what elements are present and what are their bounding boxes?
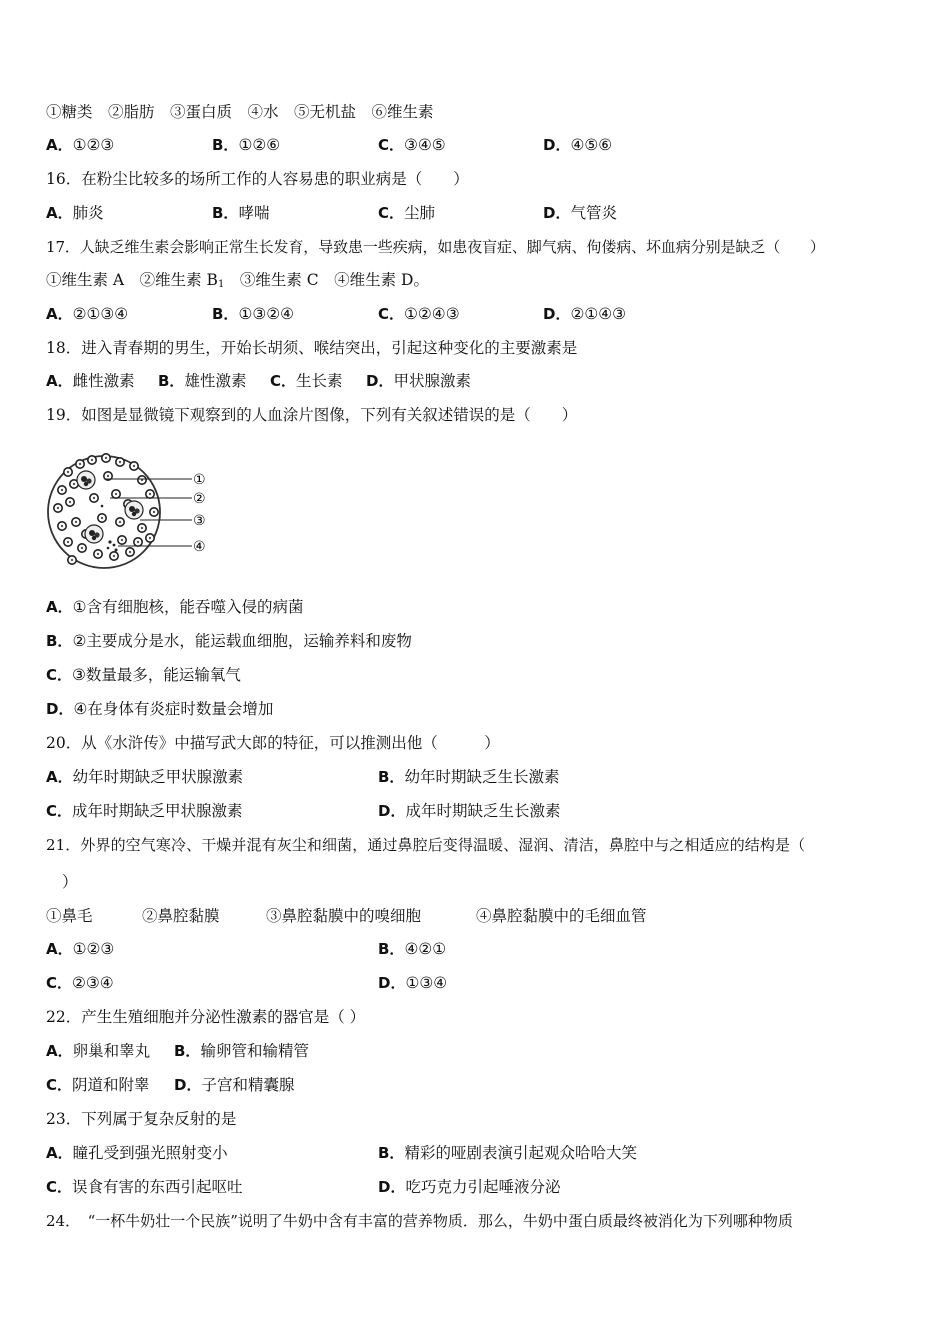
q17-option-c[interactable]: C．①②④③ xyxy=(378,305,460,323)
figure-label-1: ① xyxy=(193,472,206,488)
q21-option-c[interactable]: C．②③④ xyxy=(46,974,114,992)
q21-item-1: ①鼻毛 xyxy=(46,907,93,925)
blood-smear-figure xyxy=(46,442,221,582)
nutrient-list: ①糖类 ②脂肪 ③蛋白质 ④水 ⑤无机盐 ⑥维生素 xyxy=(46,103,434,121)
q19-option-d[interactable]: D．④在身体有炎症时数量会增加 xyxy=(46,700,274,718)
q20-option-a[interactable]: A．幼年时期缺乏甲状腺激素 xyxy=(46,768,244,786)
q24-stem: 24． “一杯牛奶壮一个民族”说明了牛奶中含有丰富的营养物质．那么，牛奶中蛋白质最终被消化为下列哪种物质 xyxy=(46,1212,793,1230)
figure-label-3: ③ xyxy=(193,513,206,529)
q19-stem: 19．如图是显微镜下观察到的人血涂片图像，下列有关叙述错误的是（ ） xyxy=(46,406,578,424)
q21-item-4: ④鼻腔黏膜中的毛细血管 xyxy=(476,907,647,925)
q23-option-c[interactable]: C．误食有害的东西引起呕吐 xyxy=(46,1178,243,1196)
q18-option-c[interactable]: C．生长素 xyxy=(270,372,343,390)
q16-option-a[interactable]: A．肺炎 xyxy=(46,204,104,222)
q15-option-d[interactable]: D．④⑤⑥ xyxy=(543,136,613,154)
q23-option-d[interactable]: D．吃巧克力引起唾液分泌 xyxy=(378,1178,561,1196)
figure-label-4: ④ xyxy=(193,539,206,555)
q19-option-c[interactable]: C．③数量最多，能运输氧气 xyxy=(46,666,241,684)
q16-option-c[interactable]: C．尘肺 xyxy=(378,204,436,222)
q23-stem: 23．下列属于复杂反射的是 xyxy=(46,1110,237,1128)
q18-option-d[interactable]: D．甲状腺激素 xyxy=(366,372,471,390)
q17-option-a[interactable]: A．②①③④ xyxy=(46,305,129,323)
q15-option-c[interactable]: C．③④⑤ xyxy=(378,136,446,154)
q18-option-b[interactable]: B．雄性激素 xyxy=(158,372,247,390)
figure-label-2: ② xyxy=(193,491,206,507)
blood-smear-diagram xyxy=(46,442,221,582)
q22-stem: 22．产生生殖细胞并分泌性激素的器官是（ ） xyxy=(46,1008,366,1026)
q15-option-a[interactable]: A．①②③ xyxy=(46,136,115,154)
q22-option-a[interactable]: A．卵巢和睾丸 xyxy=(46,1042,151,1060)
q16-option-b[interactable]: B．哮喘 xyxy=(212,204,270,222)
q20-stem: 20．从《水浒传》中描写武大郎的特征，可以推测出他（ ） xyxy=(46,734,500,752)
q17-option-b[interactable]: B．①③②④ xyxy=(212,305,295,323)
q23-option-a[interactable]: A．瞳孔受到强光照射变小 xyxy=(46,1144,228,1162)
q18-stem: 18．进入青春期的男生，开始长胡须、喉结突出，引起这种变化的主要激素是 xyxy=(46,339,578,357)
q20-option-b[interactable]: B．幼年时期缺乏生长激素 xyxy=(378,768,560,786)
q21-item-2: ②鼻腔黏膜 xyxy=(142,907,220,925)
q21-item-3: ③鼻腔黏膜中的嗅细胞 xyxy=(266,907,422,925)
q20-option-d[interactable]: D．成年时期缺乏生长激素 xyxy=(378,802,561,820)
q22-option-b[interactable]: B．输卵管和输精管 xyxy=(174,1042,309,1060)
q17-stem: 17．人缺乏维生素会影响正常生长发育，导致患一些疾病，如患夜盲症、脚气病、佝偻病、坏血病分别是缺乏（ ） xyxy=(46,238,825,256)
q21-option-a[interactable]: A．①②③ xyxy=(46,940,115,958)
q21-stem: 21．外界的空气寒冷、干燥并混有灰尘和细菌，通过鼻腔后变得温暖、湿润、清洁，鼻腔中与之相适应的结构是（ xyxy=(46,836,806,854)
q22-option-c[interactable]: C．阴道和附睾 xyxy=(46,1076,150,1094)
q18-option-a[interactable]: A．雌性激素 xyxy=(46,372,135,390)
q19-option-b[interactable]: B．②主要成分是水，能运载血细胞，运输养料和废物 xyxy=(46,632,412,650)
q17-option-d[interactable]: D．②①④③ xyxy=(543,305,627,323)
q19-option-a[interactable]: A．①含有细胞核，能吞噬入侵的病菌 xyxy=(46,598,304,616)
q21-option-d[interactable]: D．①③④ xyxy=(378,974,448,992)
q22-option-d[interactable]: D．子宫和精囊腺 xyxy=(174,1076,295,1094)
q23-option-b[interactable]: B．精彩的哑剧表演引起观众哈哈大笑 xyxy=(378,1144,637,1162)
q20-option-c[interactable]: C．成年时期缺乏甲状腺激素 xyxy=(46,802,243,820)
q21-option-b[interactable]: B．④②① xyxy=(378,940,447,958)
q21-stem-continued: ） xyxy=(62,873,78,891)
q16-option-d[interactable]: D．气管炎 xyxy=(543,204,617,222)
q16-stem: 16．在粉尘比较多的场所工作的人容易患的职业病是（ ） xyxy=(46,170,469,188)
q17-vitamin-list: ①维生素 A ②维生素 $B_1$ ③维生素 C ④维生素 D。 xyxy=(46,271,429,290)
q15-option-b[interactable]: B．①②⑥ xyxy=(212,136,281,154)
